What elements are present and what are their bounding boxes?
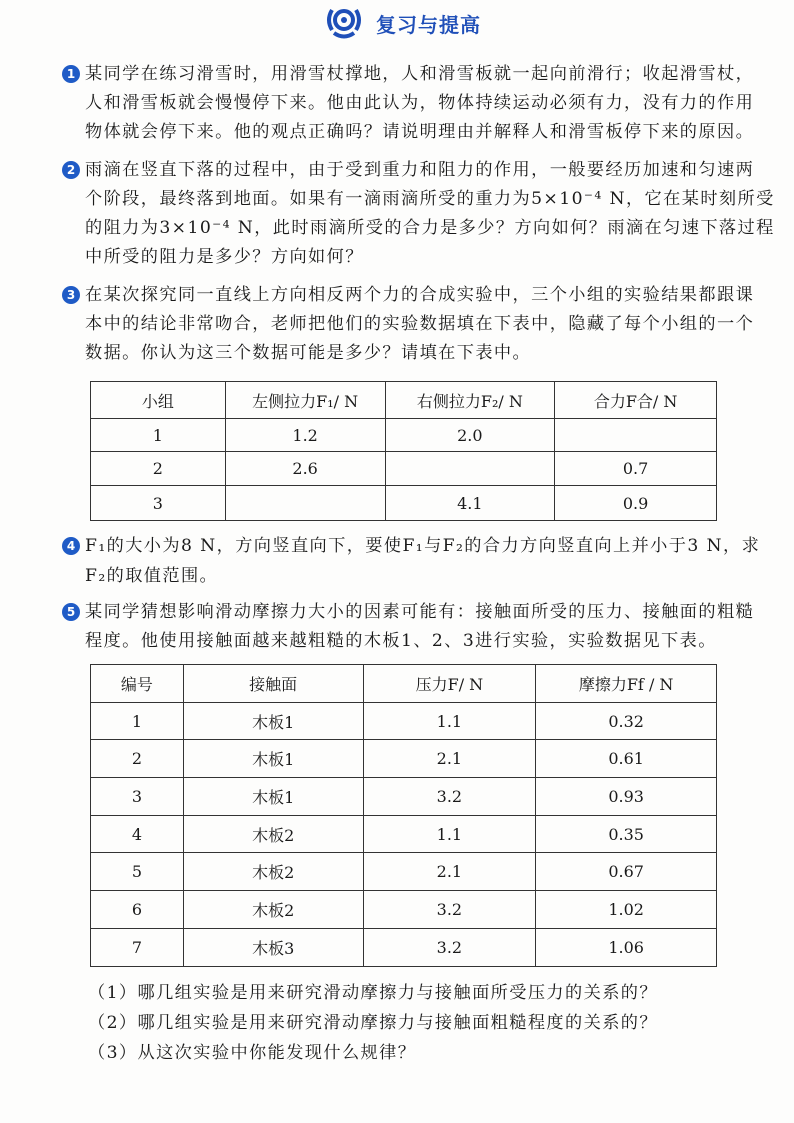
cell: 3 [91,486,226,521]
friction-table [90,664,717,967]
header-cell: 接触面 [183,665,363,703]
header-row [91,665,717,703]
header-cell: 编号 [91,665,184,703]
cell: 7 [91,928,184,966]
sub-question-2: （2）哪几组实验是用来研究滑动摩擦力与接触面粗糙程度的关系的？ [88,1013,658,1033]
cell: 2 [91,740,184,778]
force-table [90,381,717,521]
table-row [91,452,717,486]
cell: 1.2 [225,419,385,452]
question-number-3: 3 [62,286,80,304]
cell: 木板1 [183,778,363,816]
cell: 2.0 [385,419,555,452]
cell: 0.9 [555,486,717,521]
sub-question-3: （3）从这次实验中你能发现什么规律？ [88,1043,417,1063]
table-row [91,815,717,853]
header-cell: 摩擦力Ff / N [536,665,717,703]
cell: 5 [91,853,184,891]
answer-cell[interactable] [385,452,555,486]
cell: 1.06 [536,928,717,966]
cell: 木板2 [183,853,363,891]
cell: 4.1 [385,486,555,521]
cell: 6 [91,891,184,929]
section-header [326,6,481,40]
answer-cell[interactable] [555,419,717,452]
table-row [91,928,717,966]
sub-question-1: （1）哪几组实验是用来研究滑动摩擦力与接触面所受压力的关系的？ [88,983,658,1003]
cell: 4 [91,815,184,853]
cell: 0.32 [536,702,717,740]
text-line: 人和滑雪板就会慢慢停下来。他由此认为，物体持续运动必须有力，没有力的作用 [85,93,755,113]
question-number-4: 4 [62,537,80,555]
text-line: 个阶段，最终落到地面。如果有一滴雨滴所受的重力为5×10⁻⁴ N，它在某时刻所受 [85,189,775,209]
cell: 0.67 [536,853,717,891]
cell: 木板3 [183,928,363,966]
text-line: 中所受的阻力是多少？方向如何？ [85,247,364,267]
text-line: 物体就会停下来。他的观点正确吗？请说明理由并解释人和滑雪板停下来的原因。 [85,122,755,142]
cell: 3.2 [363,778,536,816]
cell: 1.1 [363,702,536,740]
text-line: 本中的结论非常吻合，老师把他们的实验数据填在下表中，隐藏了每个小组的一个 [85,314,755,334]
cell: 1 [91,419,226,452]
text-line: 某同学猜想影响滑动摩擦力大小的因素可能有：接触面所受的压力、接触面的粗糙 [85,602,755,622]
cell: 1 [91,702,184,740]
table-row [91,702,717,740]
text-line: 的阻力为3×10⁻⁴ N，此时雨滴所受的合力是多少？方向如何？雨滴在匀速下落过程 [85,218,775,238]
text-line: 在某次探究同一直线上方向相反两个力的合成实验中，三个小组的实验结果都跟课 [85,285,755,305]
text-line: 某同学在练习滑雪时，用滑雪杖撑地，人和滑雪板就一起向前滑行；收起滑雪杖， [85,64,755,84]
table-row [91,853,717,891]
cell: 木板2 [183,891,363,929]
table-row [91,740,717,778]
header-cell: 合力F合/ N [555,382,717,419]
cell: 2.6 [225,452,385,486]
text-line: 程度。他使用接触面越来越粗糙的木板1、2、3进行实验，实验数据见下表。 [85,631,717,651]
section-title: 复习与提高 [376,12,481,37]
cell: 3 [91,778,184,816]
cell: 2.1 [363,740,536,778]
table-row [91,778,717,816]
cell: 木板1 [183,740,363,778]
answer-cell[interactable] [225,486,385,521]
header-cell: 左侧拉力F₁/ N [225,382,385,419]
cell: 2.1 [363,853,536,891]
cell: 1.1 [363,815,536,853]
cell: 0.61 [536,740,717,778]
table-row [91,486,717,521]
text-line: F₂的取值范围。 [85,566,219,586]
question-number-5: 5 [62,603,80,621]
table-row [91,891,717,929]
text-line: F₁的大小为8 N，方向竖直向下，要使F₁与F₂的合力方向竖直向上并小于3 N，求 [85,536,761,556]
cell: 1.02 [536,891,717,929]
cell: 0.35 [536,815,717,853]
cell: 木板2 [183,815,363,853]
cell: 3.2 [363,928,536,966]
cell: 2 [91,452,226,486]
text-line: 数据。你认为这三个数据可能是多少？请填在下表中。 [85,343,532,363]
question-number-1: 1 [62,65,80,83]
header-cell: 压力F/ N [363,665,536,703]
cell: 3.2 [363,891,536,929]
cell: 0.93 [536,778,717,816]
table-row [91,419,717,452]
question-number-2: 2 [62,161,80,179]
text-line: 雨滴在竖直下落的过程中，由于受到重力和阻力的作用，一般要经历加速和匀速两 [85,160,755,180]
header-cell: 右侧拉力F₂/ N [385,382,555,419]
cell: 0.7 [555,452,717,486]
cell: 木板1 [183,702,363,740]
header-cell: 小组 [91,382,226,419]
review-logo-icon [326,6,362,40]
